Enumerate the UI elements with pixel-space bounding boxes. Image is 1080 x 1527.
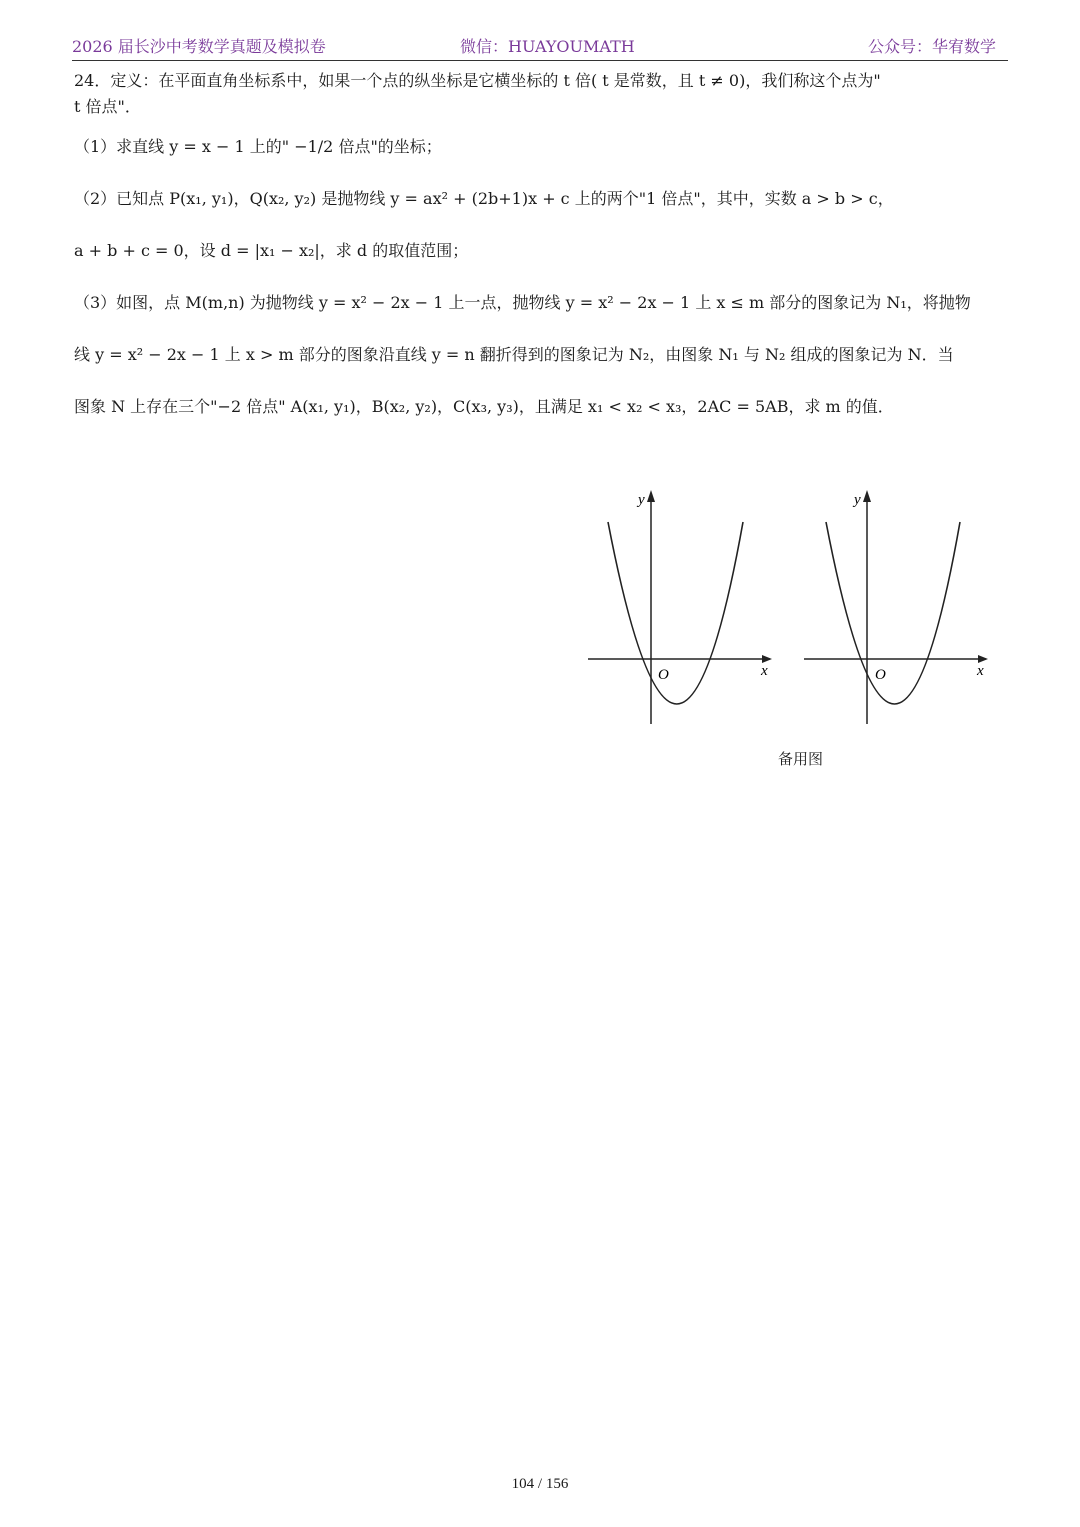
y-label-1: y: [638, 492, 645, 508]
question-definition-line2: t 倍点"．: [74, 97, 141, 116]
origin-label-1: O: [658, 667, 669, 683]
x-label-1: x: [761, 663, 768, 679]
question-part3-line1: （3）如图，点 M(m,n) 为抛物线 y = x² − 2x − 1 上一点，抛物线 y = x² − 2x − 1 上 x ≤ m 部分的图象记为 N₁，将抛物: [74, 293, 971, 312]
parabola-curve-1: [608, 522, 743, 704]
origin-label-2: O: [875, 667, 886, 683]
question-part1: （1）求直线 y = x − 1 上的" −1/2 倍点"的坐标；: [74, 137, 442, 156]
figure-1: [588, 490, 772, 724]
header-wechat: 微信：HUAYOUMATH: [460, 37, 635, 56]
page-header: [72, 34, 1008, 61]
figure-caption: 备用图: [778, 750, 824, 768]
question-part2-line2: a + b + c = 0，设 d = |x₁ − x₂|，求 d 的取值范围；: [74, 241, 469, 260]
header-title: 2026 届长沙中考数学真题及模拟卷: [72, 37, 326, 56]
x-label-2: x: [977, 663, 984, 679]
parabola-figures: [586, 486, 1006, 736]
question-body: [74, 68, 1010, 420]
question-part2-line1: （2）已知点 P(x₁, y₁)，Q(x₂, y₂) 是抛物线 y = ax² + (2b+1)x + c 上的两个"1 倍点"，其中，实数 a > b > c，: [74, 189, 894, 208]
figure-2: [804, 490, 988, 724]
parabola-curve-2: [826, 522, 960, 704]
y-axis-arrow-1: [647, 490, 655, 502]
figure-area: [586, 486, 1006, 736]
question-part3-line2: 线 y = x² − 2x − 1 上 x > m 部分的图象沿直线 y = n 翻折得到的图象记为 N₂，由图象 N₁ 与 N₂ 组成的图象记为 N．当: [74, 345, 954, 364]
y-axis-arrow-2: [863, 490, 871, 502]
header-account: 公众号：华宥数学: [867, 37, 996, 56]
y-label-2: y: [854, 492, 861, 508]
x-axis-arrow-2: [978, 655, 988, 663]
page-number: 104 / 156: [511, 1476, 569, 1492]
x-axis-arrow-1: [762, 655, 772, 663]
question-definition-line1: 24．定义：在平面直角坐标系中，如果一个点的纵坐标是它横坐标的 t 倍( t 是常数，且 t ≠ 0)，我们称这个点为": [74, 71, 881, 90]
question-part3-line3: 图象 N 上存在三个"−2 倍点" A(x₁, y₁)，B(x₂, y₂)，C(x₃, y₃)，且满足 x₁ < x₂ < x₃，2AC = 5AB，求 m 的值．: [74, 397, 894, 416]
